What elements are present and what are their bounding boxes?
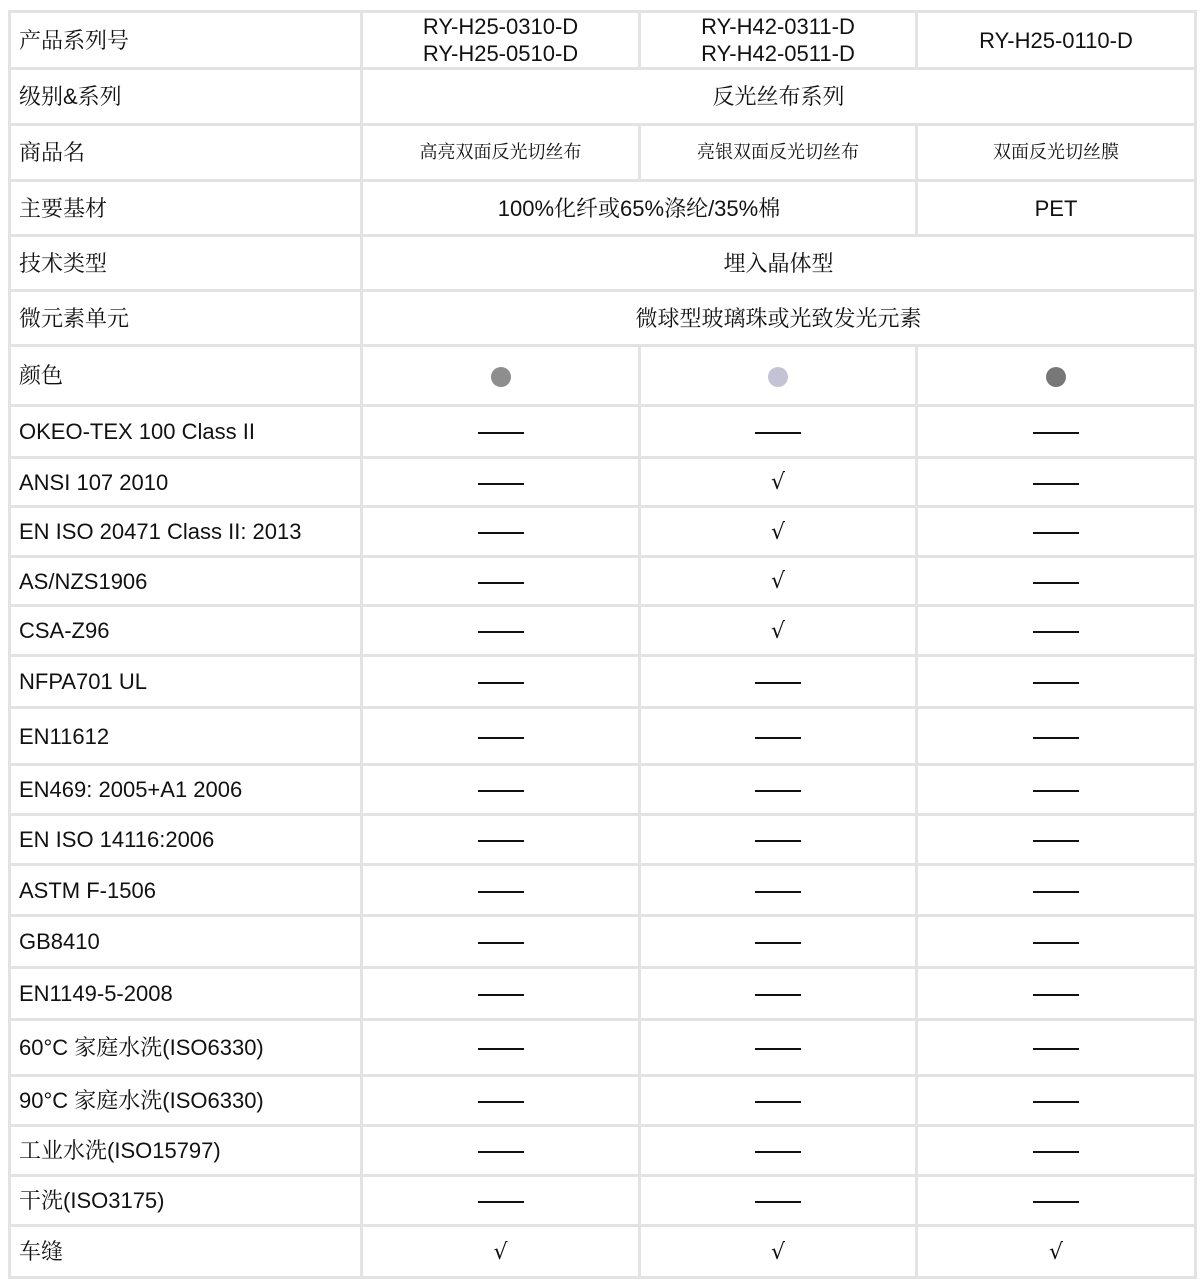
standard-cell xyxy=(362,765,640,815)
standard-row xyxy=(10,968,1196,1020)
standard-cell xyxy=(917,1176,1196,1226)
dash-mark-icon xyxy=(755,891,801,893)
standard-label: EN1149-5-2008 xyxy=(10,968,362,1020)
standard-label: EN ISO 14116:2006 xyxy=(10,815,362,865)
standard-cell xyxy=(917,406,1196,458)
standard-cell xyxy=(640,458,917,507)
dash-mark-icon xyxy=(478,1101,524,1103)
standard-label: OKEO-TEX 100 Class II xyxy=(10,406,362,458)
series-col3: RY-H25-0110-D xyxy=(917,12,1196,69)
standard-label: 工业水洗(ISO15797) xyxy=(10,1126,362,1176)
standard-cell xyxy=(917,968,1196,1020)
standard-cell xyxy=(917,606,1196,656)
dash-mark-icon xyxy=(755,1101,801,1103)
dash-mark-icon xyxy=(478,532,524,534)
series-col1 xyxy=(362,12,640,69)
dash-mark-icon xyxy=(755,737,801,739)
standard-cell xyxy=(640,865,917,916)
standard-cell xyxy=(640,1126,917,1176)
standard-cell xyxy=(362,406,640,458)
dash-mark-icon xyxy=(478,1201,524,1203)
standard-cell xyxy=(640,815,917,865)
standard-row xyxy=(10,708,1196,765)
standard-cell xyxy=(917,458,1196,507)
standard-cell xyxy=(640,606,917,656)
standard-cell xyxy=(917,765,1196,815)
color-col2 xyxy=(640,346,917,406)
standard-label: CSA-Z96 xyxy=(10,606,362,656)
micro-value: 微球型玻璃珠或光致发光元素 xyxy=(362,291,1196,346)
standard-row xyxy=(10,1076,1196,1126)
row-product-series xyxy=(10,12,1196,69)
standard-cell xyxy=(640,1226,917,1278)
row-micro xyxy=(10,291,1196,346)
check-mark-icon: √ xyxy=(1048,1239,1064,1265)
dash-mark-icon xyxy=(1033,1201,1079,1203)
standard-row xyxy=(10,815,1196,865)
standard-cell xyxy=(640,708,917,765)
standard-cell xyxy=(917,1076,1196,1126)
standard-row xyxy=(10,1176,1196,1226)
standard-label: ASTM F-1506 xyxy=(10,865,362,916)
row-color xyxy=(10,346,1196,406)
dash-mark-icon xyxy=(1033,840,1079,842)
dash-mark-icon xyxy=(755,1048,801,1050)
series-col1-line2: RY-H25-0510-D xyxy=(422,41,579,66)
standard-cell xyxy=(640,507,917,557)
dash-mark-icon xyxy=(1033,1151,1079,1153)
standard-cell xyxy=(362,708,640,765)
label-tech: 技术类型 xyxy=(10,236,362,291)
dash-mark-icon xyxy=(1033,1048,1079,1050)
standard-cell xyxy=(917,815,1196,865)
standard-cell xyxy=(917,1020,1196,1076)
dash-mark-icon xyxy=(478,432,524,434)
standard-row xyxy=(10,507,1196,557)
dash-mark-icon xyxy=(1033,483,1079,485)
standard-row xyxy=(10,765,1196,815)
standard-row xyxy=(10,606,1196,656)
standard-label: 60°C 家庭水洗(ISO6330) xyxy=(10,1020,362,1076)
standard-cell xyxy=(362,458,640,507)
standard-cell xyxy=(917,708,1196,765)
spec-table xyxy=(8,10,1197,1279)
standard-cell xyxy=(362,557,640,606)
color-swatch-2 xyxy=(768,367,788,387)
dash-mark-icon xyxy=(1033,994,1079,996)
standard-label: EN469: 2005+A1 2006 xyxy=(10,765,362,815)
dash-mark-icon xyxy=(1033,582,1079,584)
series-col2 xyxy=(640,12,917,69)
dash-mark-icon xyxy=(755,682,801,684)
standard-row xyxy=(10,458,1196,507)
color-swatch-3 xyxy=(1046,367,1066,387)
standard-label: EN11612 xyxy=(10,708,362,765)
dash-mark-icon xyxy=(755,1201,801,1203)
product-name-col3: 双面反光切丝膜 xyxy=(917,125,1196,181)
product-name-col1: 高亮双面反光切丝布 xyxy=(362,125,640,181)
dash-mark-icon xyxy=(478,1151,524,1153)
dash-mark-icon xyxy=(755,1151,801,1153)
dash-mark-icon xyxy=(478,891,524,893)
dash-mark-icon xyxy=(478,483,524,485)
standard-label: GB8410 xyxy=(10,916,362,968)
color-swatch-1 xyxy=(491,367,511,387)
dash-mark-icon xyxy=(1033,891,1079,893)
standard-cell xyxy=(362,1076,640,1126)
label-material: 主要基材 xyxy=(10,181,362,236)
standard-cell xyxy=(640,1020,917,1076)
dash-mark-icon xyxy=(1033,1101,1079,1103)
level-value: 反光丝布系列 xyxy=(362,69,1196,125)
check-mark-icon: √ xyxy=(770,618,786,644)
standard-cell xyxy=(362,1126,640,1176)
dash-mark-icon xyxy=(478,994,524,996)
color-col3 xyxy=(917,346,1196,406)
check-mark-icon: √ xyxy=(770,1239,786,1265)
product-name-col2: 亮银双面反光切丝布 xyxy=(640,125,917,181)
standard-cell xyxy=(362,968,640,1020)
standard-cell xyxy=(917,1126,1196,1176)
standard-cell xyxy=(640,968,917,1020)
standard-cell xyxy=(362,815,640,865)
label-product-name: 商品名 xyxy=(10,125,362,181)
standard-row xyxy=(10,1126,1196,1176)
standard-cell xyxy=(362,507,640,557)
standard-cell xyxy=(362,916,640,968)
standard-cell xyxy=(362,606,640,656)
standard-cell xyxy=(640,406,917,458)
dash-mark-icon xyxy=(1033,432,1079,434)
standard-cell xyxy=(362,656,640,708)
dash-mark-icon xyxy=(755,432,801,434)
material-col3: PET xyxy=(917,181,1196,236)
dash-mark-icon xyxy=(755,994,801,996)
standard-cell xyxy=(917,507,1196,557)
standard-label: 干洗(ISO3175) xyxy=(10,1176,362,1226)
label-color: 颜色 xyxy=(10,346,362,406)
dash-mark-icon xyxy=(478,631,524,633)
dash-mark-icon xyxy=(478,1048,524,1050)
standard-label: ANSI 107 2010 xyxy=(10,458,362,507)
standard-row xyxy=(10,1226,1196,1278)
standard-row xyxy=(10,865,1196,916)
dash-mark-icon xyxy=(1033,631,1079,633)
standard-cell xyxy=(362,1176,640,1226)
dash-mark-icon xyxy=(755,790,801,792)
check-mark-icon: √ xyxy=(770,519,786,545)
standard-label: 90°C 家庭水洗(ISO6330) xyxy=(10,1076,362,1126)
row-product-name xyxy=(10,125,1196,181)
standard-row xyxy=(10,557,1196,606)
dash-mark-icon xyxy=(478,582,524,584)
standard-label: 车缝 xyxy=(10,1226,362,1278)
dash-mark-icon xyxy=(1033,942,1079,944)
row-level xyxy=(10,69,1196,125)
standard-cell xyxy=(640,557,917,606)
standard-cell xyxy=(362,1020,640,1076)
standard-label: NFPA701 UL xyxy=(10,656,362,708)
standard-cell xyxy=(640,765,917,815)
dash-mark-icon xyxy=(755,840,801,842)
spec-table-body xyxy=(10,12,1196,1278)
standard-cell xyxy=(917,865,1196,916)
dash-mark-icon xyxy=(478,737,524,739)
dash-mark-icon xyxy=(478,840,524,842)
standard-row xyxy=(10,916,1196,968)
series-col2-line1: RY-H42-0311-D xyxy=(701,14,855,39)
dash-mark-icon xyxy=(1033,790,1079,792)
standard-row xyxy=(10,1020,1196,1076)
standard-row xyxy=(10,656,1196,708)
dash-mark-icon xyxy=(478,682,524,684)
standard-cell xyxy=(640,1076,917,1126)
standard-cell xyxy=(917,1226,1196,1278)
row-material xyxy=(10,181,1196,236)
check-mark-icon: √ xyxy=(770,470,786,495)
dash-mark-icon xyxy=(478,790,524,792)
dash-mark-icon xyxy=(1033,737,1079,739)
standard-cell xyxy=(640,916,917,968)
check-mark-icon: √ xyxy=(493,1239,508,1265)
row-tech xyxy=(10,236,1196,291)
dash-mark-icon xyxy=(1033,682,1079,684)
standard-cell xyxy=(362,865,640,916)
series-col2-line2: RY-H42-0511-D xyxy=(701,41,855,66)
standard-label: EN ISO 20471 Class II: 2013 xyxy=(10,507,362,557)
label-micro: 微元素单元 xyxy=(10,291,362,346)
standard-cell xyxy=(917,557,1196,606)
standard-cell xyxy=(362,1226,640,1278)
tech-value: 埋入晶体型 xyxy=(362,236,1196,291)
standard-cell xyxy=(917,656,1196,708)
standard-cell xyxy=(640,656,917,708)
label-level: 级别&系列 xyxy=(10,69,362,125)
standard-cell xyxy=(917,916,1196,968)
material-value: 100%化纤或65%涤纶/35%棉 xyxy=(362,181,917,236)
standard-cell xyxy=(640,1176,917,1226)
dash-mark-icon xyxy=(755,942,801,944)
dash-mark-icon xyxy=(478,942,524,944)
color-col1 xyxy=(362,346,640,406)
check-mark-icon: √ xyxy=(770,569,786,594)
label-product-series: 产品系列号 xyxy=(10,12,362,69)
series-col1-line1: RY-H25-0310-D xyxy=(422,14,579,39)
standard-label: AS/NZS1906 xyxy=(10,557,362,606)
dash-mark-icon xyxy=(1033,532,1079,534)
standard-row xyxy=(10,406,1196,458)
